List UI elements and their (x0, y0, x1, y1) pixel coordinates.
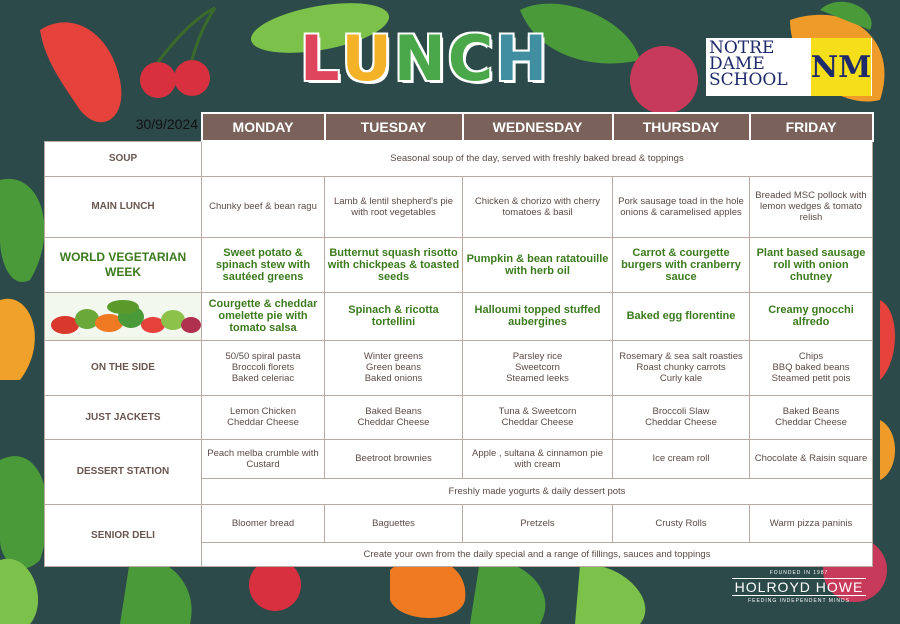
jacket-item: Baked Beans (365, 406, 422, 417)
menu-cell: Halloumi topped stuffed aubergines (463, 292, 613, 340)
row-label: MAIN LUNCH (45, 176, 202, 237)
menu-date: 30/9/2024 (135, 116, 198, 132)
jacket-item: Tuna & Sweetcorn (498, 406, 577, 417)
notre-dame-logo (706, 38, 872, 96)
menu-cell: Baked egg florentine (613, 292, 750, 340)
side-item: Parsley rice (512, 351, 563, 362)
menu-cell: Ice cream roll (613, 439, 750, 478)
menu-cell: Chicken & chorizo with cherry tomatoes & basil (463, 176, 613, 237)
cucumber-icon-2 (575, 565, 645, 624)
dessert-all-days: Freshly made yogurts & daily dessert pots (202, 478, 873, 504)
side-item: Rosemary & sea salt roasties (619, 351, 743, 362)
side-item: 50/50 spiral pasta (225, 351, 301, 362)
side-item: Baked onions (364, 373, 423, 384)
menu-cell: Pork sausage toad in the hole onions & caramelised apples (613, 176, 750, 237)
menu-cell: Peach melba crumble with Custard (202, 439, 325, 478)
radish-icon (630, 46, 698, 114)
side-item: Roast chunky carrots (636, 362, 726, 373)
menu-cell (613, 340, 750, 395)
side-item: Green beans (366, 362, 421, 373)
chili-pepper-icon (40, 22, 121, 122)
side-item: Winter greens (363, 351, 424, 362)
lunch-menu-table (44, 112, 874, 567)
leaf-icon (0, 179, 44, 282)
menu-cell (463, 340, 613, 395)
row-label: SENIOR DELI (45, 504, 202, 566)
logo-line: NOTRE (709, 38, 775, 58)
just-jackets-row (45, 395, 873, 439)
jacket-item: Cheddar Cheese (501, 417, 574, 428)
cherry-icon (140, 62, 176, 98)
title-letter: N (393, 22, 448, 95)
side-item: Steamed petit pois (771, 373, 851, 384)
side-item: Steamed leeks (506, 373, 569, 384)
school-crest-icon: NM (811, 38, 871, 96)
main-lunch-row (45, 176, 873, 237)
menu-cell (202, 395, 325, 439)
day-header: MONDAY (202, 113, 325, 141)
vegetarian-row (45, 237, 873, 292)
jacket-item: Cheddar Cheese (227, 417, 299, 428)
menu-cell: Creamy gnocchi alfredo (750, 292, 873, 340)
menu-cell: Warm pizza paninis (750, 504, 873, 542)
pepper-icon (390, 558, 465, 618)
menu-cell (613, 395, 750, 439)
menu-cell: Carrot & courgette burgers with cranberry sauce (613, 237, 750, 292)
day-header: WEDNESDAY (463, 113, 613, 141)
menu-cell: Lamb & lentil shepherd's pie with root vegetables (325, 176, 463, 237)
title-letter: U (341, 22, 394, 95)
jacket-item: Baked Beans (782, 406, 840, 417)
logo-line: DAME (709, 54, 765, 74)
day-header: THURSDAY (613, 113, 750, 141)
carrot-icon (0, 299, 35, 380)
brand-name: HOLROYD HOWE (732, 578, 866, 596)
tomato-icon (249, 559, 301, 611)
leaf-icon-2 (0, 456, 48, 568)
menu-cell: Apple , sultana & cinnamon pie with cream (463, 439, 613, 478)
dessert-row (45, 439, 873, 478)
title-letter: H (495, 22, 550, 95)
menu-cell (463, 395, 613, 439)
menu-cell: Bloomer bread (202, 504, 325, 542)
menu-cell (202, 340, 325, 395)
logo-line: SCHOOL (709, 70, 788, 90)
title-letter: C (447, 22, 496, 95)
menu-cell (750, 340, 873, 395)
menu-cell: Pumpkin & bean ratatouille with herb oil (463, 237, 613, 292)
jacket-item: Cheddar Cheese (645, 417, 717, 428)
row-label: DESSERT STATION (45, 439, 202, 504)
jacket-item: Cheddar Cheese (775, 417, 847, 428)
side-item: Broccoli florets (231, 362, 295, 373)
menu-cell: Crusty Rolls (613, 504, 750, 542)
day-header: FRIDAY (750, 113, 873, 141)
soup-row (45, 141, 873, 176)
jacket-item: Lemon Chicken (229, 406, 296, 417)
vegetarian-row-2 (45, 292, 873, 340)
menu-cell (325, 340, 463, 395)
menu-cell (325, 395, 463, 439)
on-the-side-row (45, 340, 873, 395)
cherry-icon-2 (174, 60, 210, 96)
lunch-title (300, 22, 560, 94)
tagline-text: FEEDING INDEPENDENT MINDS (748, 598, 850, 604)
holroyd-howe-logo (732, 570, 866, 604)
menu-cell: Sweet potato & spinach stew with sautéed greens (202, 237, 325, 292)
menu-cell: Breaded MSC pollock with lemon wedges & tomato relish (750, 176, 873, 237)
senior-deli-row (45, 504, 873, 542)
side-item: BBQ baked beans (772, 362, 850, 373)
day-header: TUESDAY (325, 113, 463, 141)
side-item: Baked celeriac (231, 373, 295, 384)
row-label: SOUP (45, 141, 202, 176)
side-item: Chips (798, 351, 824, 362)
founded-text: FOUNDED IN 1987 (769, 570, 829, 576)
menu-cell: Chocolate & Raisin square (750, 439, 873, 478)
menu-cell: Beetroot brownies (325, 439, 463, 478)
day-header-row (45, 113, 873, 141)
row-label: WORLD VEGETARIAN WEEK (45, 237, 202, 292)
row-label: JUST JACKETS (45, 395, 202, 439)
title-letter: L (300, 22, 342, 95)
row-label: ON THE SIDE (45, 340, 202, 395)
menu-cell: Plant based sausage roll with onion chutney (750, 237, 873, 292)
menu-cell (750, 395, 873, 439)
menu-cell: Spinach & ricotta tortellini (325, 292, 463, 340)
menu-cell: Baguettes (325, 504, 463, 542)
side-item: Curly kale (659, 373, 703, 384)
deli-all-days: Create your own from the daily special and a range of fillings, sauces and toppings (202, 542, 873, 566)
soup-all-days: Seasonal soup of the day, served with freshly baked bread & toppings (202, 141, 873, 176)
vegetables-image (45, 292, 202, 340)
menu-cell: Chunky beef & bean ragu (202, 176, 325, 237)
menu-cell: Pretzels (463, 504, 613, 542)
jacket-item: Cheddar Cheese (357, 417, 430, 428)
menu-cell: Butternut squash risotto with chickpeas & toasted seeds (325, 237, 463, 292)
menu-cell: Courgette & cheddar omelette pie with tomato salsa (202, 292, 325, 340)
jacket-item: Broccoli Slaw (652, 406, 710, 417)
side-item: Sweetcorn (515, 362, 560, 373)
